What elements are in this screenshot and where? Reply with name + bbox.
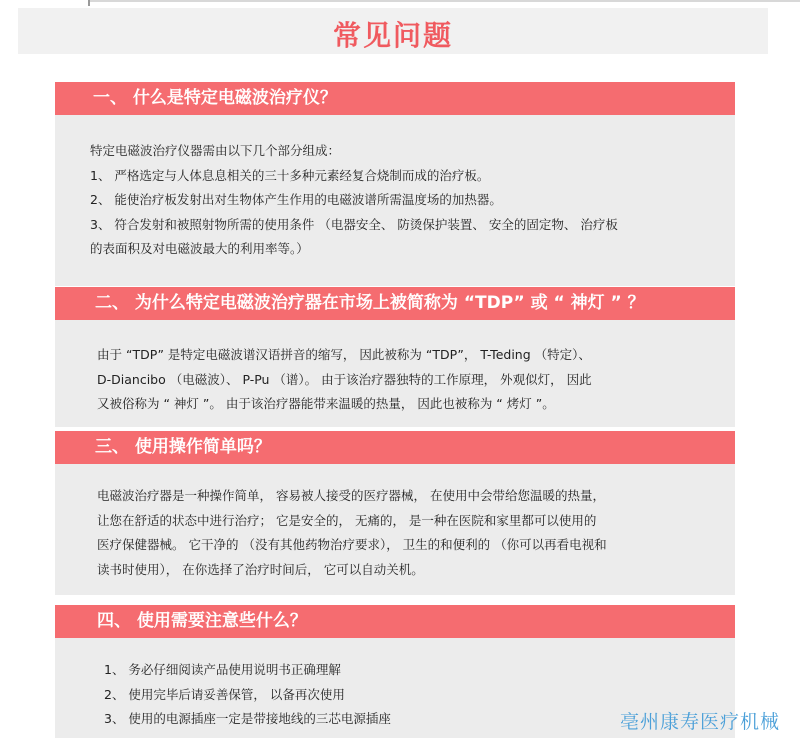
- text-line: 1、 严格选定与人体息息相关的三十多种元素经复合烧制而成的治疗板。: [90, 167, 490, 183]
- section-4-body: [104, 658, 391, 732]
- text-line: 1、 务必仔细阅读产品使用说明书正确理解: [104, 662, 341, 677]
- section-3-body: [97, 484, 607, 582]
- text-line: 由于 “TDP” 是特定电磁波谱汉语拼音的缩写， 因此被称为 “TDP”， T-Teding （特定）、: [97, 347, 591, 362]
- text-line: 电磁波治疗器是一种操作简单， 容易被人接受的医疗器械， 在使用中会带给您温暖的热量，: [97, 488, 605, 503]
- text-line: 特定电磁波治疗仪器需由以下几个部分组成：: [90, 143, 341, 158]
- section-2-heading: 二、 为什么特定电磁波治疗器在市场上被简称为 “TDP” 或 “ 神灯 ” ？: [55, 287, 735, 320]
- page-title: 常见问题: [332, 19, 453, 52]
- section-1-body: [90, 139, 618, 262]
- text-line: 的表面积及对电磁波最大的利用率等。）: [90, 241, 309, 256]
- text-line: 让您在舒适的状态中进行治疗； 它是安全的， 无痛的， 是一种在医院和家里都可以使用的: [97, 512, 597, 528]
- text-line: 3、 符合发射和被照射物所需的使用条件 （电器安全、 防烫保护装置、 安全的固定物、 治疗板: [90, 216, 618, 232]
- text-line: 2、 使用完毕后请妥善保管， 以备再次使用: [104, 686, 345, 702]
- border-line: [90, 0, 800, 2]
- section-1-heading: 一、 什么是特定电磁波治疗仪？: [55, 82, 735, 115]
- section-4-heading: 四、 使用需要注意些什么？: [55, 605, 735, 638]
- section-3-heading: 三、 使用操作简单吗？: [55, 431, 735, 464]
- text-line: 又被俗称为 “ 神灯 ”。 由于该治疗器能带来温暖的热量， 因此也被称为 “ 烤灯 ”。: [97, 396, 555, 411]
- text-line: D-Diancibo （电磁波）、 P-Pu （谱）。 由于该治疗器独特的工作原理， 外观似灯， 因此: [97, 371, 592, 387]
- watermark: 亳州康寿医疗机械: [620, 711, 781, 733]
- page-title-bar: [18, 8, 768, 54]
- section-2-body: [97, 343, 592, 417]
- text-line: 2、 能使治疗板发射出对生物体产生作用的电磁波谱所需温度场的加热器。: [90, 192, 502, 207]
- text-line: 医疗保健器械。 它干净的 （没有其他药物治疗要求）， 卫生的和便利的 （你可以再看电视和: [97, 537, 607, 552]
- text-line: 读书时使用）， 在你选择了治疗时间后， 它可以自动关机。: [97, 561, 424, 577]
- text-line: 3、 使用的电源插座一定是带接地线的三芯电源插座: [104, 711, 391, 726]
- top-border: [0, 0, 800, 6]
